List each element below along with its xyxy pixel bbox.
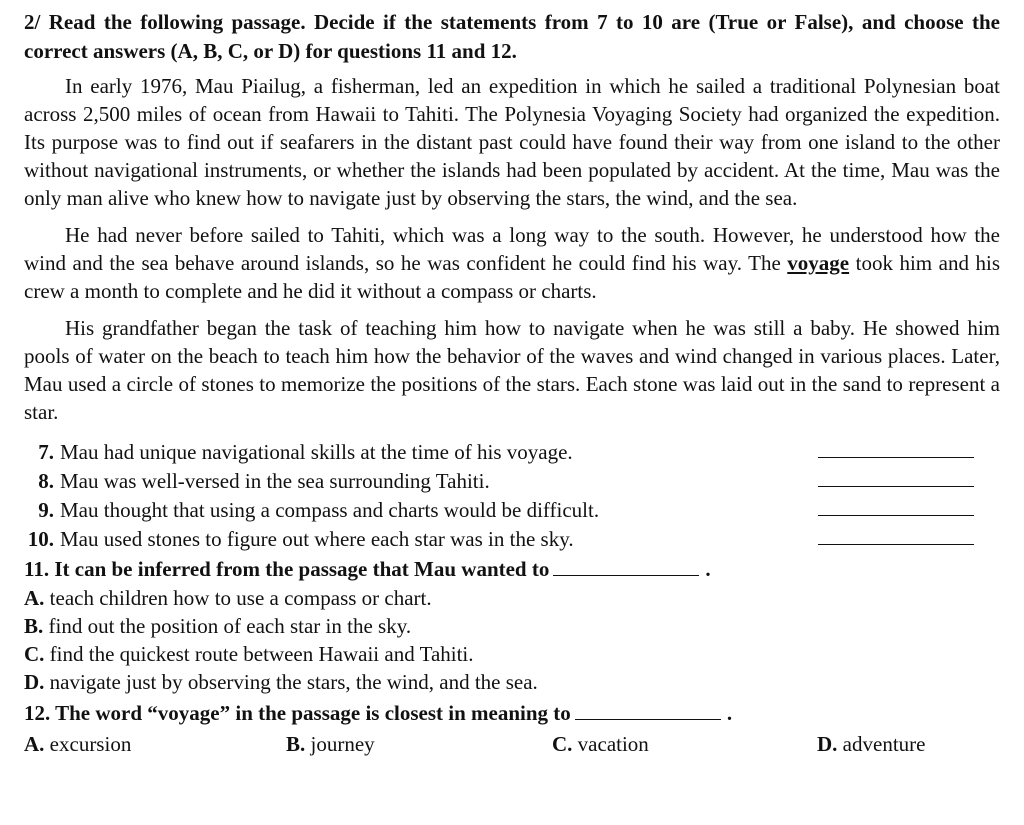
option-letter: D. xyxy=(817,732,838,756)
statement-number: 7. xyxy=(38,440,54,464)
statement-text: Mau used stones to figure out where each star was in the sky. xyxy=(60,527,574,551)
option-letter: C. xyxy=(24,642,45,666)
option-text: vacation xyxy=(572,732,649,756)
option-letter: B. xyxy=(24,614,44,638)
statement-text: Mau had unique navigational skills at the time of his voyage. xyxy=(60,440,573,464)
passage-paragraph-1: In early 1976, Mau Piailug, a fisherman, led an expedition in which he sailed a traditional Polynesian boat across 2,500 miles of ocean from Hawaii to Tahiti. The Polynesia Voyaging Society had organized the expedition. Its purpose was to find out if seafarers in the distant past could have found their way from one island to the other without navigational instruments, or whether the islands had been populated by accident. At the time, Mau was the only man alive who knew how to navigate just by observing the stars, the wind, and the sea. xyxy=(24,74,1000,210)
q12-option-c[interactable] xyxy=(552,729,649,759)
option-text: teach children how to use a compass or chart. xyxy=(44,586,432,610)
option-text: adventure xyxy=(837,732,926,756)
statement-8 xyxy=(24,467,1000,496)
keyword-voyage: voyage xyxy=(787,251,850,275)
answer-blank[interactable] xyxy=(818,486,974,487)
statement-9 xyxy=(24,496,1000,525)
statement-7 xyxy=(24,438,1000,467)
option-letter: D. xyxy=(24,670,45,694)
statement-number: 8. xyxy=(38,469,54,493)
option-letter: A. xyxy=(24,586,45,610)
option-letter: C. xyxy=(552,732,573,756)
question-11-stem: 11. It can be inferred from the passage that Mau wanted to xyxy=(24,557,550,581)
question-12-period: . xyxy=(726,701,733,725)
answer-blank[interactable] xyxy=(818,457,974,458)
option-text: navigate just by observing the stars, the wind, and the sea. xyxy=(44,670,538,694)
question-12 xyxy=(24,699,1000,728)
true-false-statements xyxy=(24,438,1000,554)
q11-option-c[interactable] xyxy=(24,640,1000,668)
answer-blank[interactable] xyxy=(818,515,974,516)
statement-10 xyxy=(24,525,1000,554)
option-letter: B. xyxy=(286,732,306,756)
answer-blank[interactable] xyxy=(575,705,721,720)
question-11 xyxy=(24,555,1000,584)
q12-option-b[interactable] xyxy=(286,729,375,759)
option-text: journey xyxy=(305,732,375,756)
answer-blank[interactable] xyxy=(818,544,974,545)
q11-option-a[interactable] xyxy=(24,584,1000,612)
passage-paragraph-2-start: He had never before sailed to Tahiti, which was a long way to the south. However, he understood how the wind and the sea behave around islands, so he was confident he could find his way. The xyxy=(24,223,1000,275)
statement-text: Mau was well-versed in the sea surrounding Tahiti. xyxy=(60,469,490,493)
statement-number: 9. xyxy=(38,498,54,522)
question-12-stem: 12. The word “voyage” in the passage is closest in meaning to xyxy=(24,701,571,725)
q12-options xyxy=(24,729,1000,759)
statement-text: Mau thought that using a compass and charts would be difficult. xyxy=(60,498,600,522)
answer-blank[interactable] xyxy=(553,561,699,576)
option-letter: A. xyxy=(24,732,45,756)
q12-option-d[interactable] xyxy=(817,729,925,759)
instruction-heading: 2/ Read the following passage. Decide if the statements from 7 to 10 are (True or False), and choose the correct answers (A, B, C, or D) for questions 11 and 12. xyxy=(24,10,1000,63)
q11-option-d[interactable] xyxy=(24,668,1000,696)
option-text: find the quickest route between Hawaii and Tahiti. xyxy=(44,642,474,666)
q12-option-a[interactable] xyxy=(24,729,131,759)
worksheet xyxy=(24,8,1000,759)
passage-paragraph-3: His grandfather began the task of teaching him how to navigate when he was still a baby. He showed him pools of water on the beach to teach him how the behavior of the waves and wind changed in various places. Later, Mau used a circle of stones to memorize the positions of the stars. Each stone was laid out in the sand to represent a star. xyxy=(24,316,1000,424)
passage-paragraph-2 xyxy=(24,221,1000,305)
statement-number: 10. xyxy=(27,527,54,551)
option-text: find out the position of each star in the sky. xyxy=(43,614,412,638)
q11-option-b[interactable] xyxy=(24,612,1000,640)
passage-paragraph-2-end: took him and his crew a month to complete and he did it without a compass or charts. xyxy=(24,251,1000,303)
option-text: excursion xyxy=(44,732,132,756)
question-11-period: . xyxy=(705,557,711,581)
